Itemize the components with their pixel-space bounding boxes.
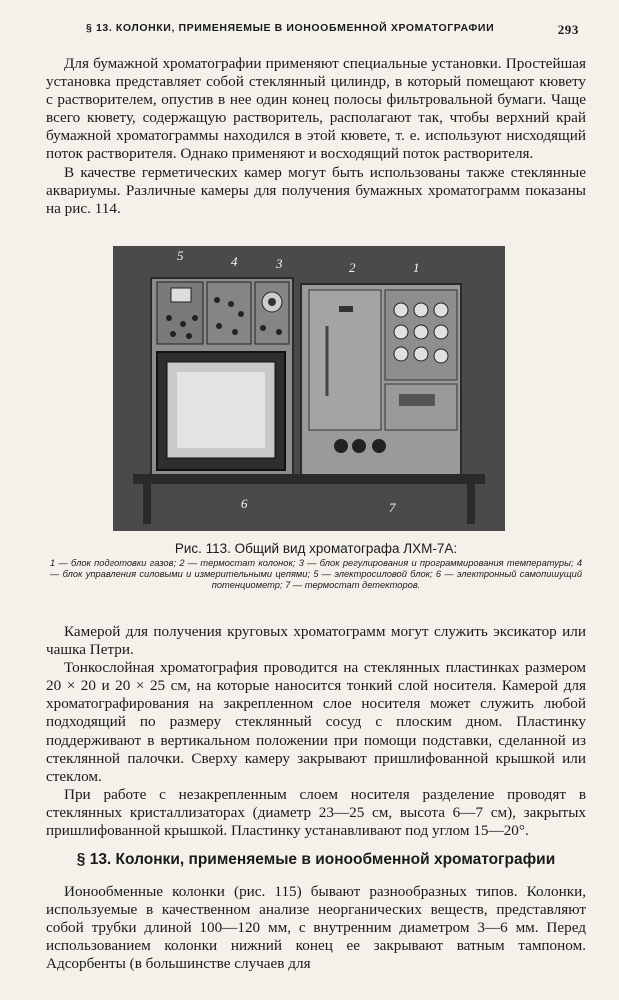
- running-head-title: § 13. КОЛОНКИ, ПРИМЕНЯЕМЫЕ В ИОНООБМЕННОЙ ХРОМАТОГРАФИИ: [86, 22, 495, 34]
- text-block-bottom: [46, 883, 586, 973]
- paragraph: Камерой для получения круговых хроматограмм могут служить эксикатор или чашка Петри.: [46, 623, 586, 659]
- callout-label-3: 3: [276, 256, 283, 271]
- text-block-middle: [46, 623, 586, 840]
- figure-photo-chromatograph: [113, 246, 505, 531]
- figure-caption-legend: 1 — блок подготовки газов; 2 — термостат колонок; 3 — блок регулирования и программирования температуры; 4 — блок управления силовыми и измерительными цепями; 5 — электросиловой блок; 6 — электронный самопишущий потенциометр; 7 — термостат детекторов.: [50, 558, 582, 590]
- section-heading: § 13. Колонки, применяемые в ионообменной хроматографии: [76, 851, 556, 868]
- paragraph: Для бумажной хроматографии применяют специальные установки. Простейшая установка представляет собой стеклянный цилиндр, в который помещают кювету с растворителем, опустив в нее один конец полосы фильтровальной бумаги. Чаще всего кювету, содержащую растворитель, располагают так, чтобы верхний край бумажной хроматограммы находился в этой кювете, т. е. используют нисходящий поток растворителя. Однако применяют и восходящий поток растворителя.: [46, 55, 586, 163]
- paragraph: Ионообменные колонки (рис. 115) бывают разнообразных типов. Колонки, используемые в качественном анализе неорганических веществ, представляют собой трубки длиной 100—120 мм, с внутренним диаметром 3—6 мм. Перед использованием колонки нижний конец ее закрывают ватным тампоном. Адсорбенты (в большинстве случаев для: [46, 883, 586, 973]
- callout-label-1: 1: [413, 260, 420, 275]
- figure-caption-title: Рис. 113. Общий вид хроматографа ЛХМ-7А:: [174, 541, 458, 556]
- callout-label-4: 4: [231, 254, 238, 269]
- figure-caption: [46, 541, 586, 591]
- text-block-top: [46, 55, 586, 218]
- callout-label-7: 7: [389, 500, 396, 515]
- callout-label-2: 2: [349, 260, 356, 275]
- paragraph: При работе с незакрепленным слоем носителя разделение проводят в стеклянных кристаллизаторах (диаметр 23—25 см, высота 6—7 см), закрытых пришлифованной крышкой. Пластинку устанавливают под углом 15—20°.: [46, 785, 586, 840]
- page-number: 293: [557, 22, 579, 37]
- callout-label-6: 6: [241, 496, 248, 511]
- paragraph: Тонкослойная хроматография проводится на стеклянных пластинках размером 20 × 20 и 20 × 25 см, на которые наносится тонкий слой носителя. Камерой для хроматографирования на закрепленном слое носителя может служить любой подходящий по размеру стеклянный сосуд с плоским дном. Пластинку поддерживают в вертикальном положении при помощи подставки, сделанной из стеклянной палочки. Сверху камеру закрывают пришлифованной крышкой или стеклом.: [46, 659, 586, 785]
- paragraph: В качестве герметических камер могут быть использованы также стеклянные аквариумы. Различные камеры для получения бумажных хроматограмм показаны на рис. 114.: [46, 163, 586, 217]
- running-head: [86, 22, 579, 38]
- callout-label-5: 5: [177, 248, 184, 263]
- chromatograph-photo: [113, 246, 505, 531]
